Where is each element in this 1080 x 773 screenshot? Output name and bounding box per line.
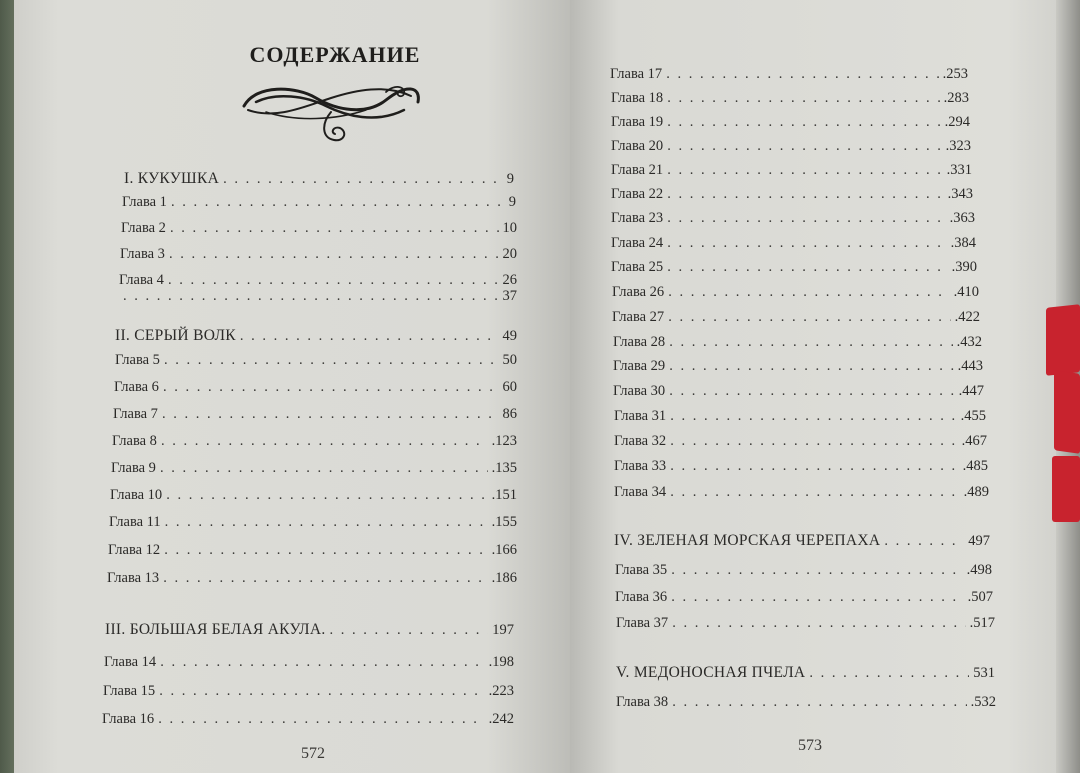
- toc-chapter-entry: [104, 654, 514, 671]
- toc-entry-page: 37: [502, 288, 517, 304]
- toc-chapter-entry: [103, 683, 514, 700]
- toc-entry-label: Глава 7: [113, 406, 158, 422]
- toc-entry-page: .151: [491, 487, 517, 503]
- dot-leader: [170, 220, 499, 237]
- toc-entry-page: .253: [942, 66, 968, 82]
- dot-leader: [240, 328, 499, 345]
- toc-entry-label: Глава 12: [108, 542, 161, 558]
- toc-chapter-entry: [611, 138, 971, 155]
- toc-entry-label: Глава 17: [610, 66, 663, 82]
- toc-entry-page: .390: [951, 259, 977, 275]
- dot-leader: [162, 406, 499, 423]
- toc-chapter-entry: [614, 458, 988, 475]
- toc-part-entry: [124, 170, 514, 188]
- toc-entry-page: .223: [488, 683, 514, 699]
- dot-leader: [667, 186, 943, 203]
- toc-chapter-entry: [114, 379, 517, 396]
- toc-entry-label: Глава 9: [111, 460, 156, 476]
- dot-leader: [672, 615, 965, 632]
- toc-entry-label: Глава 15: [103, 683, 156, 699]
- toc-entry-page: .363: [949, 210, 975, 226]
- toc-entry-label: Глава 22: [611, 186, 664, 202]
- toc-entry-label: Глава 33: [614, 458, 667, 474]
- toc-entry-label: Глава 27: [612, 309, 665, 325]
- toc-chapter-entry: [119, 288, 517, 305]
- toc-chapter-entry: [115, 352, 517, 369]
- toc-entry-page: .242: [488, 711, 514, 727]
- toc-entry-page: .517: [969, 615, 995, 631]
- toc-entry-label: Глава 6: [114, 379, 159, 395]
- bookmark-ribbon: [1052, 456, 1080, 522]
- bookmark-ribbon: [1046, 304, 1080, 376]
- dot-leader: [668, 284, 949, 301]
- toc-entry-page: .331: [946, 162, 972, 178]
- toc-chapter-entry: [613, 358, 983, 375]
- toc-chapter-entry: [113, 406, 517, 423]
- toc-entry-page: .198: [488, 654, 514, 670]
- dot-leader: [667, 162, 942, 179]
- toc-entry-page: 9: [506, 171, 514, 187]
- toc-chapter-entry: [611, 186, 973, 203]
- toc-entry-label: I. КУКУШКА: [124, 170, 220, 187]
- toc-entry-label: Глава 32: [614, 433, 667, 449]
- toc-entry-label: V. МЕДОНОСНАЯ ПЧЕЛА: [616, 664, 806, 681]
- dot-leader: [666, 66, 938, 83]
- toc-chapter-entry: [611, 90, 969, 107]
- toc-entry-page: .410: [953, 284, 979, 300]
- toc-entry-label: Глава 13: [107, 570, 160, 586]
- toc-entry-label: Глава 16: [102, 711, 155, 727]
- toc-entry-label: Глава 28: [613, 334, 666, 350]
- dot-leader: [165, 514, 488, 531]
- toc-entry-label: Глава 25: [611, 259, 664, 275]
- toc-entry-label: Глава 23: [611, 210, 664, 226]
- toc-entry-page: 60: [502, 379, 517, 395]
- toc-entry-page: 86: [502, 406, 517, 422]
- toc-entry-page: 497: [968, 533, 990, 549]
- toc-chapter-entry: [108, 542, 517, 559]
- toc-chapter-entry: [122, 194, 516, 211]
- toc-chapter-entry: [612, 284, 979, 301]
- toc-entry-page: .294: [944, 114, 970, 130]
- toc-chapter-entry: [615, 562, 992, 579]
- dot-leader: [669, 383, 954, 400]
- dot-leader: [670, 433, 957, 450]
- dot-leader: [163, 379, 499, 396]
- toc-chapter-entry: [616, 615, 995, 632]
- dot-leader: [160, 460, 488, 477]
- toc-chapter-entry: [611, 259, 977, 276]
- toc-chapter-entry: [110, 487, 517, 504]
- dot-leader: [123, 288, 499, 305]
- dot-leader: [671, 562, 962, 579]
- toc-entry-label: IV. ЗЕЛЕНАЯ МОРСКАЯ ЧЕРЕПАХА: [614, 532, 881, 549]
- toc-entry-label: III. БОЛЬШАЯ БЕЛАЯ АКУЛА.: [105, 621, 326, 638]
- toc-entry-page: 9: [508, 194, 516, 210]
- dot-leader: [161, 433, 488, 450]
- toc-chapter-entry: [610, 66, 968, 83]
- dot-leader: [330, 622, 489, 639]
- toc-entry-page: .166: [491, 542, 517, 558]
- toc-entry-label: Глава 10: [110, 487, 163, 503]
- toc-entry-label: Глава 14: [104, 654, 157, 670]
- dot-leader: [158, 711, 484, 728]
- toc-chapter-entry: [611, 210, 975, 227]
- toc-entry-label: Глава 24: [611, 235, 664, 251]
- toc-chapter-entry: [612, 309, 980, 326]
- dot-leader: [669, 334, 952, 351]
- toc-part-entry: [115, 327, 517, 345]
- toc-entry-label: Глава 8: [112, 433, 157, 449]
- toc-chapter-entry: [111, 460, 517, 477]
- toc-chapter-entry: [611, 235, 976, 252]
- toc-entry-label: Глава 5: [115, 352, 160, 368]
- toc-chapter-entry: [107, 570, 517, 587]
- toc-chapter-entry: [614, 484, 989, 501]
- toc-entry-label: Глава 4: [119, 272, 164, 288]
- toc-entry-page: 531: [973, 665, 995, 681]
- dot-leader: [669, 358, 953, 375]
- toc-entry-page: .323: [945, 138, 971, 154]
- dot-leader: [667, 235, 946, 252]
- toc-part-entry: [614, 532, 990, 550]
- dot-leader: [670, 484, 959, 501]
- toc-entry-label: Глава 30: [613, 383, 666, 399]
- toc-entry-page: .283: [943, 90, 969, 106]
- dot-leader: [668, 309, 950, 326]
- toc-entry-label: Глава 26: [612, 284, 665, 300]
- dot-leader: [809, 665, 969, 682]
- toc-entry-page: .135: [491, 460, 517, 476]
- toc-entry-page: 49: [502, 328, 517, 344]
- toc-entry-page: .489: [963, 484, 989, 500]
- toc-entry-label: Глава 18: [611, 90, 664, 106]
- toc-chapter-entry: [109, 514, 517, 531]
- dot-leader: [163, 570, 487, 587]
- toc-entry-label: Глава 34: [614, 484, 667, 500]
- toc-entry-page: 20: [502, 246, 517, 262]
- toc-entry-label: II. СЕРЫЙ ВОЛК: [115, 327, 236, 344]
- toc-chapter-entry: [616, 694, 996, 711]
- toc-chapter-entry: [613, 383, 984, 400]
- toc-chapter-entry: [611, 162, 972, 179]
- dot-leader: [667, 259, 947, 276]
- page-number-right: 573: [798, 737, 822, 754]
- toc-entry-page: 197: [492, 622, 514, 638]
- toc-entry-label: Глава 11: [109, 514, 161, 530]
- toc-chapter-entry: [615, 589, 993, 606]
- toc-entry-page: .343: [947, 186, 973, 202]
- toc-entry-label: Глава 31: [614, 408, 667, 424]
- dot-leader: [671, 589, 963, 606]
- toc-entry-label: Глава 3: [120, 246, 165, 262]
- dot-leader: [166, 487, 487, 504]
- toc-chapter-entry: [119, 272, 517, 289]
- dot-leader: [672, 694, 966, 711]
- toc-part-entry: [105, 621, 514, 639]
- toc-chapter-entry: [614, 408, 986, 425]
- toc-entry-page: 10: [502, 220, 517, 236]
- toc-entry-label: Глава 38: [616, 694, 669, 710]
- toc-entry-label: Глава 2: [121, 220, 166, 236]
- dot-leader: [160, 654, 484, 671]
- toc-chapter-entry: [121, 220, 517, 237]
- toc-entry-page: 50: [502, 352, 517, 368]
- bookmark-ribbon: [1054, 370, 1080, 454]
- toc-entry-page: .498: [966, 562, 992, 578]
- toc-entry-page: .155: [491, 514, 517, 530]
- toc-entry-label: Глава 20: [611, 138, 664, 154]
- dot-leader: [168, 272, 499, 289]
- toc-chapter-entry: [102, 711, 514, 728]
- dot-leader: [670, 408, 956, 425]
- toc-entry-label: Глава 29: [613, 358, 666, 374]
- toc-entry-page: .186: [491, 570, 517, 586]
- dot-leader: [171, 194, 505, 211]
- toc-entry-page: .532: [970, 694, 996, 710]
- dot-leader: [164, 352, 499, 369]
- dot-leader: [164, 542, 487, 559]
- toc-entry-page: .507: [967, 589, 993, 605]
- dot-leader: [667, 114, 940, 131]
- dot-leader: [223, 171, 503, 188]
- toc-entry-label: Глава 1: [122, 194, 167, 210]
- toc-entry-page: .443: [957, 358, 983, 374]
- toc-entry-page: .447: [958, 383, 984, 399]
- toc-entry-page: .123: [491, 433, 517, 449]
- dot-leader: [670, 458, 958, 475]
- dot-leader: [169, 246, 499, 263]
- toc-entry-label: Глава 21: [611, 162, 664, 178]
- dot-leader: [159, 683, 484, 700]
- flourish-ornament-icon: [236, 76, 426, 150]
- toc-entry-page: .384: [950, 235, 976, 251]
- dot-leader: [884, 533, 964, 550]
- dot-leader: [667, 138, 941, 155]
- dot-leader: [667, 90, 939, 107]
- page-number-left: 572: [301, 745, 325, 762]
- toc-chapter-entry: [112, 433, 517, 450]
- toc-entry-label: Глава 19: [611, 114, 664, 130]
- toc-entry-page: .467: [961, 433, 987, 449]
- toc-entry-label: Глава 35: [615, 562, 668, 578]
- toc-entry-page: .455: [960, 408, 986, 424]
- toc-chapter-entry: [613, 334, 982, 351]
- toc-entry-page: 26: [502, 272, 517, 288]
- toc-entry-page: .422: [954, 309, 980, 325]
- toc-part-entry: [616, 664, 995, 682]
- toc-entry-label: Глава 37: [616, 615, 669, 631]
- dot-leader: [667, 210, 945, 227]
- toc-chapter-entry: [614, 433, 987, 450]
- toc-entry-page: .485: [962, 458, 988, 474]
- toc-chapter-entry: [611, 114, 970, 131]
- toc-entry-page: .432: [956, 334, 982, 350]
- toc-entry-label: Глава 36: [615, 589, 668, 605]
- toc-title: СОДЕРЖАНИЕ: [249, 42, 421, 67]
- toc-chapter-entry: [120, 246, 517, 263]
